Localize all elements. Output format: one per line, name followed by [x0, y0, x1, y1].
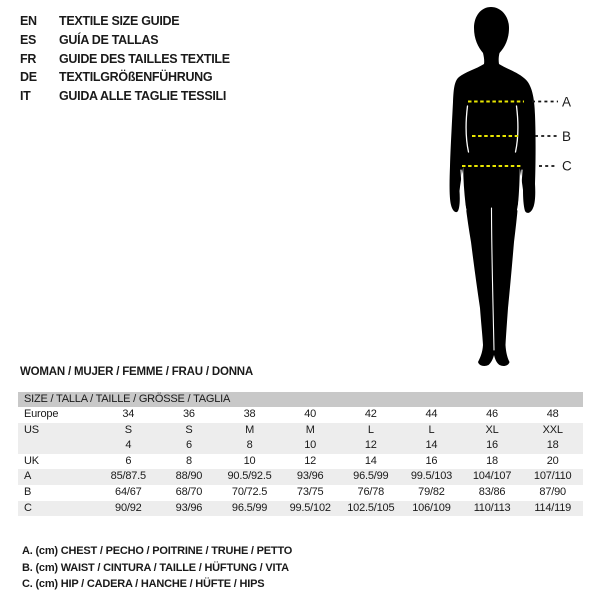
language-title: TEXTILGRÖßENFÜHRUNG: [59, 70, 213, 85]
size-table-row: [18, 501, 583, 517]
size-value-cell: 44: [425, 408, 438, 420]
size-value-cell: M: [219, 423, 280, 439]
hip-label: C: [562, 158, 572, 174]
size-value-cell: 93/96: [280, 469, 341, 485]
language-row: [20, 31, 230, 50]
size-table-row: [18, 485, 583, 501]
size-value-cell: S: [159, 423, 220, 439]
waist-label: B: [562, 129, 572, 144]
size-value-cell: 76/78: [357, 485, 385, 498]
size-value-cell: 96.5/99: [341, 469, 402, 485]
size-value-cell: 90.5/92.5: [219, 469, 280, 485]
size-value-cell: 8: [219, 438, 280, 454]
size-value-cell: 4: [98, 438, 159, 454]
language-code: DE: [20, 70, 37, 85]
chest-label: A: [562, 94, 572, 110]
legend-item: A. (cm) CHEST / PECHO / POITRINE / TRUHE / PETTO: [22, 545, 293, 557]
language-row: [20, 12, 230, 31]
size-value-cell: 6: [159, 438, 220, 454]
size-value-cell: 20: [546, 454, 559, 467]
language-title: GUIDA ALLE TAGLIE TESSILI: [59, 89, 227, 104]
woman-silhouette-figure: [420, 0, 600, 375]
size-row-label: C: [18, 501, 98, 517]
size-row-label: A: [18, 469, 98, 485]
size-value-cell: 96.5/99: [219, 501, 280, 517]
size-value-cell: 93/96: [159, 501, 220, 517]
size-table-body: [18, 407, 583, 516]
language-title: GUÍA DE TALLAS: [59, 33, 159, 48]
size-value-cell: 12: [304, 454, 317, 467]
size-value-cell: M: [280, 423, 341, 439]
size-value-cell: 34: [122, 408, 135, 420]
size-table-row: [18, 469, 583, 485]
size-row-label: [18, 438, 98, 454]
size-value-cell: 64/67: [115, 485, 142, 498]
language-code: ES: [20, 33, 37, 48]
size-value-cell: S: [98, 423, 159, 439]
size-value-cell: 107/110: [522, 469, 583, 485]
language-code: EN: [20, 14, 37, 29]
size-value-cell: 46: [486, 408, 498, 420]
size-table: [18, 392, 583, 516]
size-value-cell: 8: [185, 454, 192, 467]
size-value-cell: L: [341, 423, 402, 439]
size-value-cell: 16: [425, 454, 438, 467]
size-table-header: [18, 392, 583, 407]
size-value-cell: 14: [401, 438, 462, 454]
legend-item: C. (cm) HIP / CADERA / HANCHE / HÜFTE / HIPS: [22, 578, 265, 591]
size-value-cell: XL: [462, 423, 523, 439]
size-row-label: UK: [24, 454, 39, 467]
size-table-row: [18, 454, 583, 470]
size-value-cell: 42: [364, 408, 377, 420]
category-heading: WOMAN / MUJER / FEMME / FRAU / DONNA: [20, 366, 254, 378]
size-value-cell: 85/87.5: [98, 469, 159, 485]
size-value-cell: 99.5/103: [401, 469, 462, 485]
size-value-cell: 87/90: [539, 485, 566, 498]
size-table-row: [18, 407, 583, 423]
size-table-row: [18, 423, 583, 439]
size-value-cell: 102.5/105: [341, 501, 402, 517]
size-value-cell: 10: [243, 454, 256, 467]
size-table-header-label: SIZE / TALLA / TAILLE / GRÖSSE / TAGLIA: [18, 392, 583, 407]
size-value-cell: 10: [280, 438, 341, 454]
size-value-cell: 79/82: [418, 485, 445, 498]
size-value-cell: 110/113: [462, 501, 523, 517]
size-value-cell: 88/90: [159, 469, 220, 485]
size-value-cell: 68/70: [175, 485, 203, 498]
size-table-row: [18, 438, 583, 454]
size-value-cell: 70/72.5: [231, 485, 268, 498]
measurement-legend: [22, 543, 292, 593]
language-title-list: [20, 12, 230, 105]
size-value-cell: 6: [125, 454, 132, 467]
size-table-header-row: [18, 392, 583, 407]
language-row: [20, 87, 230, 106]
size-value-cell: 73/75: [296, 485, 324, 498]
legend-item: B. (cm) WAIST / CINTURA / TAILLE / HÜFTUNG / VITA: [22, 561, 289, 574]
size-value-cell: XXL: [522, 423, 583, 439]
size-value-cell: 16: [462, 438, 523, 454]
size-row-label: B: [24, 485, 32, 498]
size-value-cell: 99.5/102: [280, 501, 341, 517]
size-value-cell: 104/107: [462, 469, 523, 485]
language-row: [20, 49, 230, 68]
language-title: TEXTILE SIZE GUIDE: [59, 14, 180, 29]
size-value-cell: 48: [546, 408, 559, 420]
language-code: FR: [20, 51, 37, 66]
size-value-cell: 40: [304, 408, 317, 420]
size-row-label: US: [18, 423, 98, 439]
size-value-cell: 12: [341, 438, 402, 454]
size-value-cell: 106/109: [401, 501, 462, 517]
size-value-cell: 83/86: [478, 485, 506, 498]
language-row: [20, 68, 230, 87]
size-value-cell: 36: [183, 408, 195, 420]
size-row-label: Europe: [24, 408, 59, 420]
language-title: GUIDE DES TAILLES TEXTILE: [59, 51, 230, 66]
size-value-cell: 18: [522, 438, 583, 454]
language-code: IT: [20, 89, 31, 104]
size-value-cell: 18: [486, 454, 498, 467]
size-value-cell: L: [401, 423, 462, 439]
size-value-cell: 38: [243, 408, 256, 420]
size-value-cell: 114/119: [522, 501, 583, 517]
size-value-cell: 90/92: [98, 501, 159, 517]
size-value-cell: 14: [364, 454, 377, 467]
